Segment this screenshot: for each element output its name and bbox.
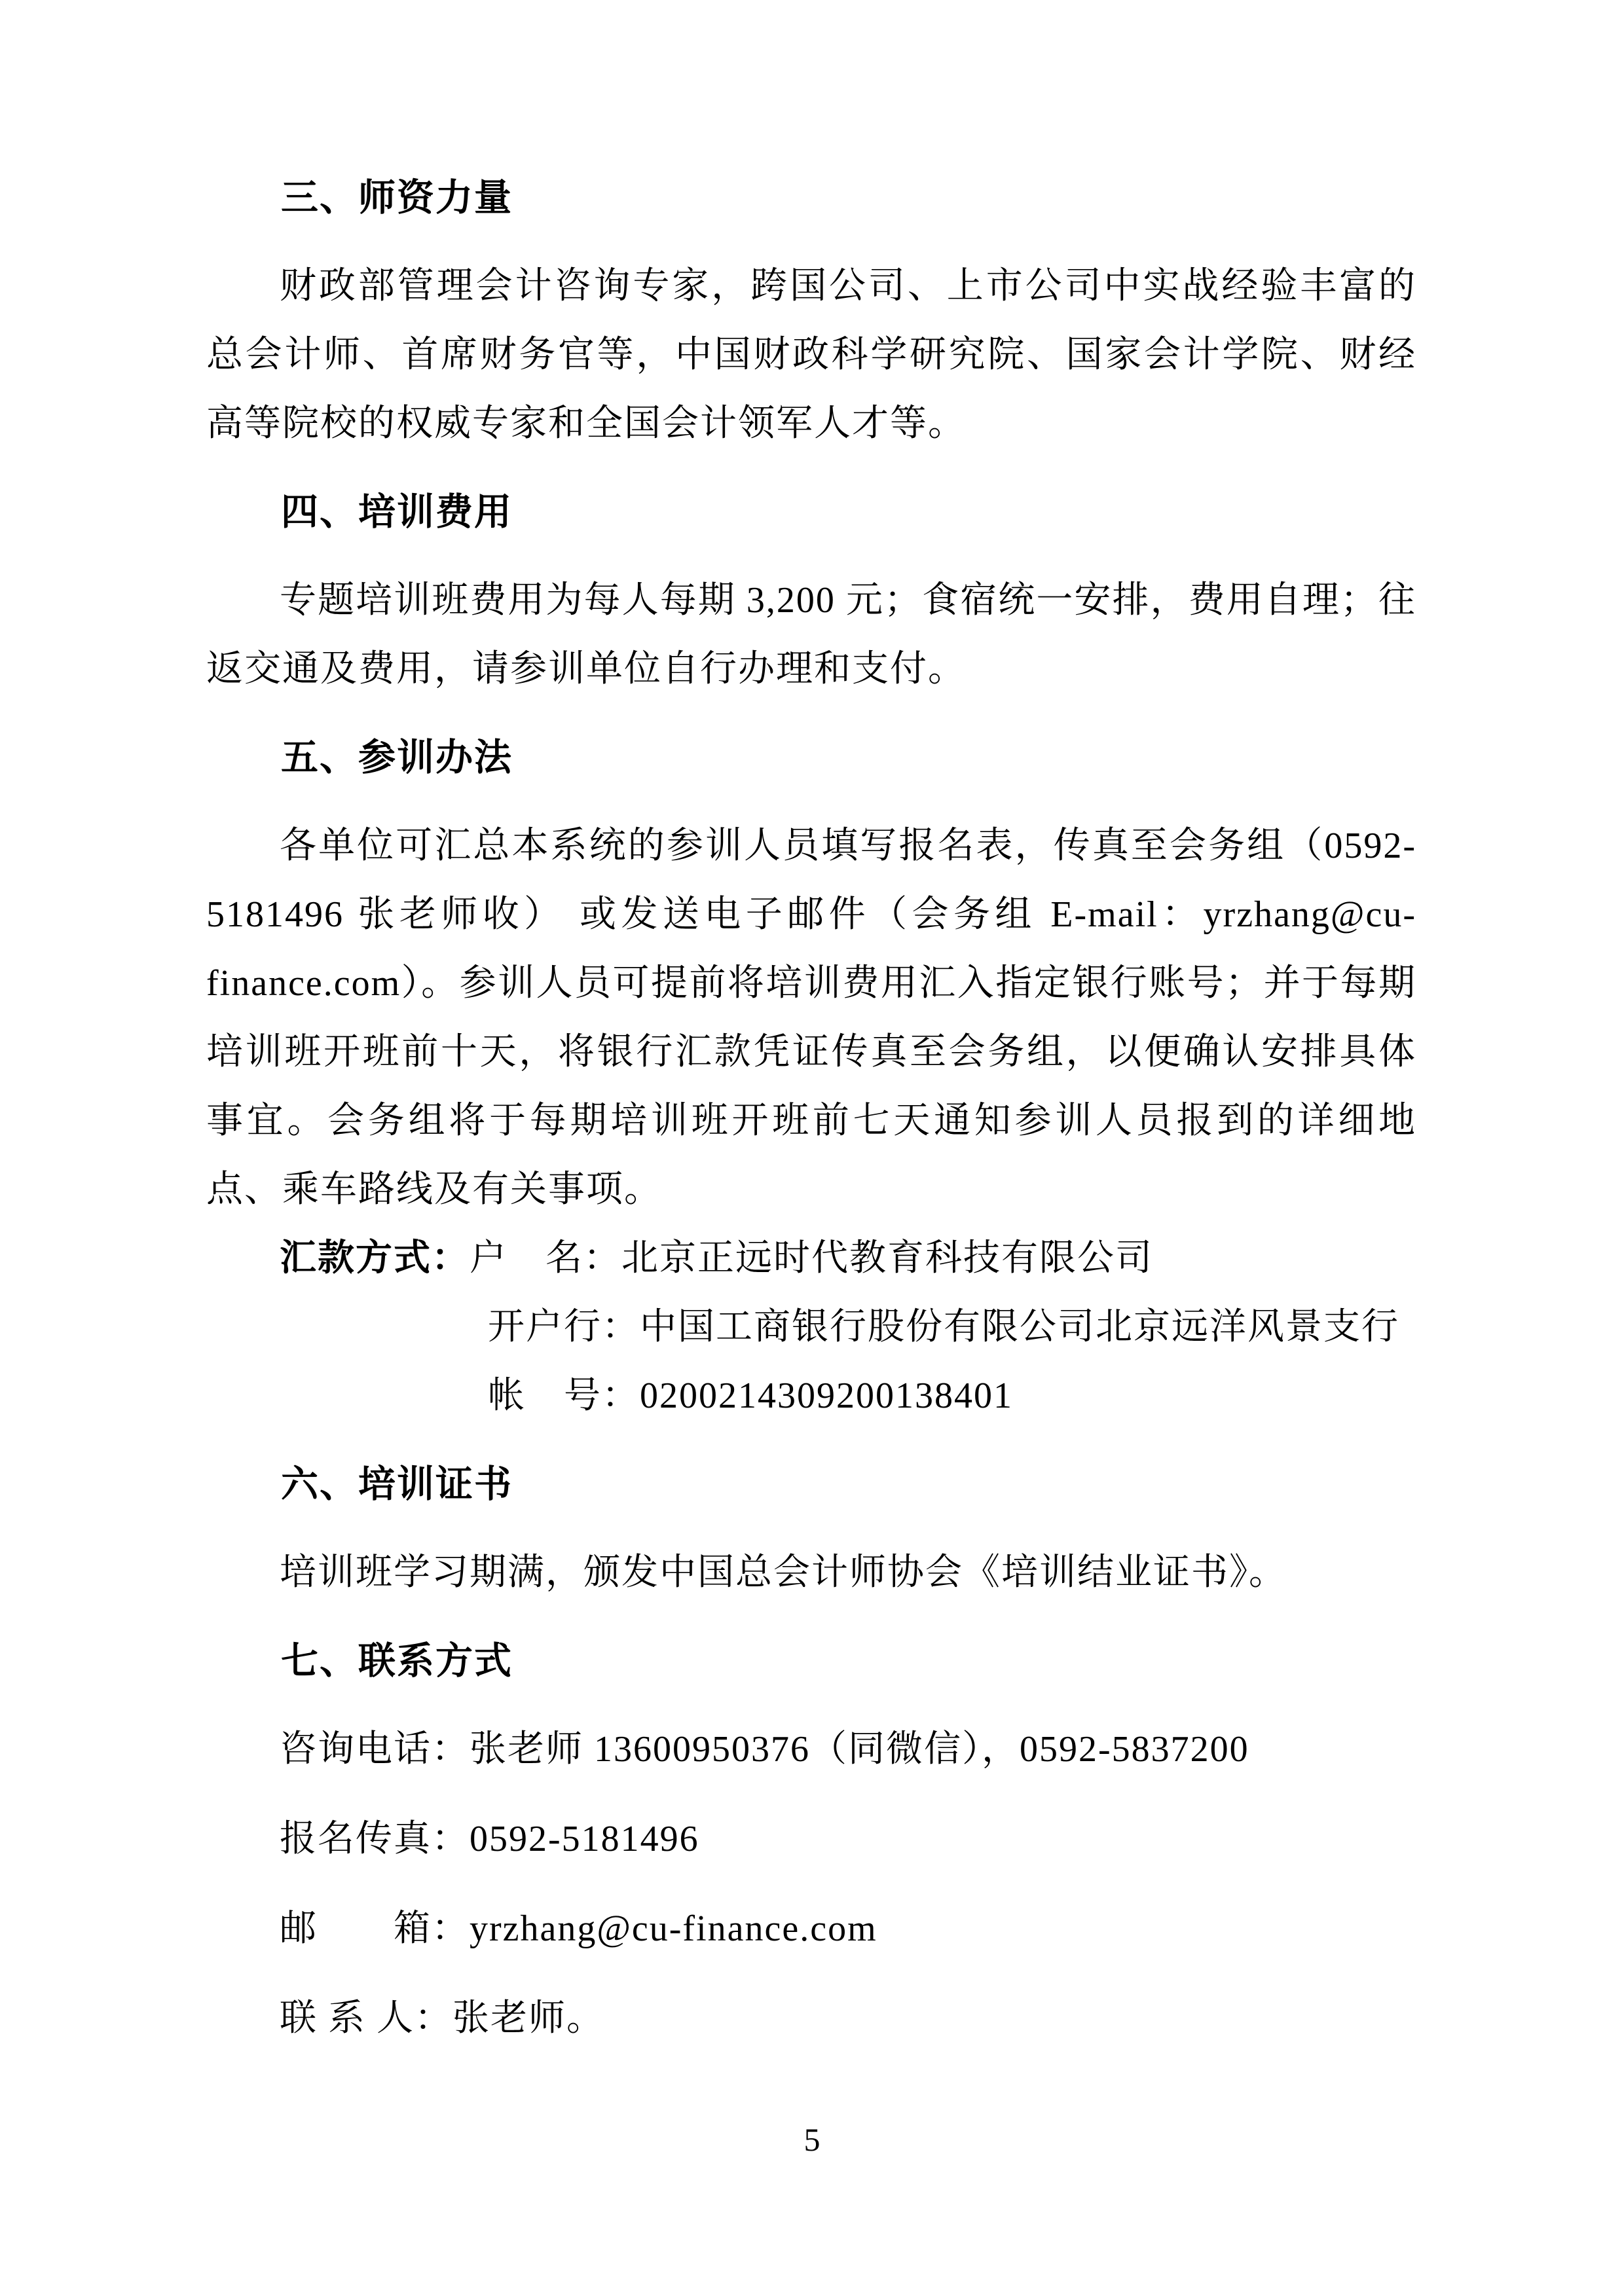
contact-fax-line: 报名传真：0592-5181496 (280, 1819, 699, 1859)
remittance-bank-line (206, 1293, 1416, 1362)
remittance-account-number-value: 0200214309200138401 (640, 1376, 1013, 1416)
section-body-certificate: 培训班学习期满，颁发中国总会计师协会《培训结业证书》。 (280, 1552, 1287, 1593)
remittance-account-number-label: 帐 号： (488, 1376, 640, 1416)
remittance-bank-value: 中国工商银行股份有限公司北京远洋风景支行 (640, 1307, 1399, 1347)
page-number: 5 (803, 2121, 821, 2158)
section-heading-faculty: 三、师资力量 (281, 177, 513, 219)
document-content (206, 164, 1416, 2074)
remittance-method-label: 汇款方式： (280, 1238, 470, 1279)
contact-phone-line: 咨询电话：张老师 13600950376（同微信），0592-5837200 (280, 1729, 1249, 1770)
section-heading-enrollment: 五、参训办法 (281, 737, 513, 778)
remittance-account-name-value: 北京正远时代教育科技有限公司 (621, 1238, 1153, 1279)
section-body-faculty: 财政部管理会计咨询专家，跨国公司、上市公司中实战经验丰富的总会计师、首席财务官等，中国财政科学研究院、国家会计学院、财经高等院校的权威专家和全国会计领军人才等。 (206, 266, 1416, 444)
section-body-enrollment: 各单位可汇总本系统的参训人员填写报名表，传真至会务组（0592-5181496 张老师收） 或发送电子邮件（会务组 E-mail：yrzhang@cu-finance.com）。参训人员可提前将培训费用汇入指定银行账号；并于每期培训班开班前十天，将银行汇款凭证传真至会务组，以便确认安排具体事宜。会务组将于每期培训班开班前七天通知参训人员报到的详细地点、乘车路线及有关事项。 (206, 826, 1416, 1210)
section-heading-fees: 四、培训费用 (281, 492, 513, 533)
section-body-fees: 专题培训班费用为每人每期 3,200 元；食宿统一安排，费用自理；往返交通及费用，请参训单位自行办理和支付。 (206, 580, 1416, 689)
section-heading-contact: 七、联系方式 (281, 1641, 513, 1682)
remittance-account-name-line (206, 1224, 1416, 1293)
contact-person-line: 联 系 人：张老师。 (280, 1998, 604, 2039)
remittance-account-name-label: 户 名： (470, 1238, 621, 1279)
remittance-account-number-line (206, 1362, 1416, 1430)
section-heading-certificate: 六、培训证书 (281, 1464, 513, 1505)
remittance-bank-label: 开户行： (488, 1307, 640, 1347)
contact-email-line: 邮 箱：yrzhang@cu-finance.com (280, 1908, 877, 1949)
